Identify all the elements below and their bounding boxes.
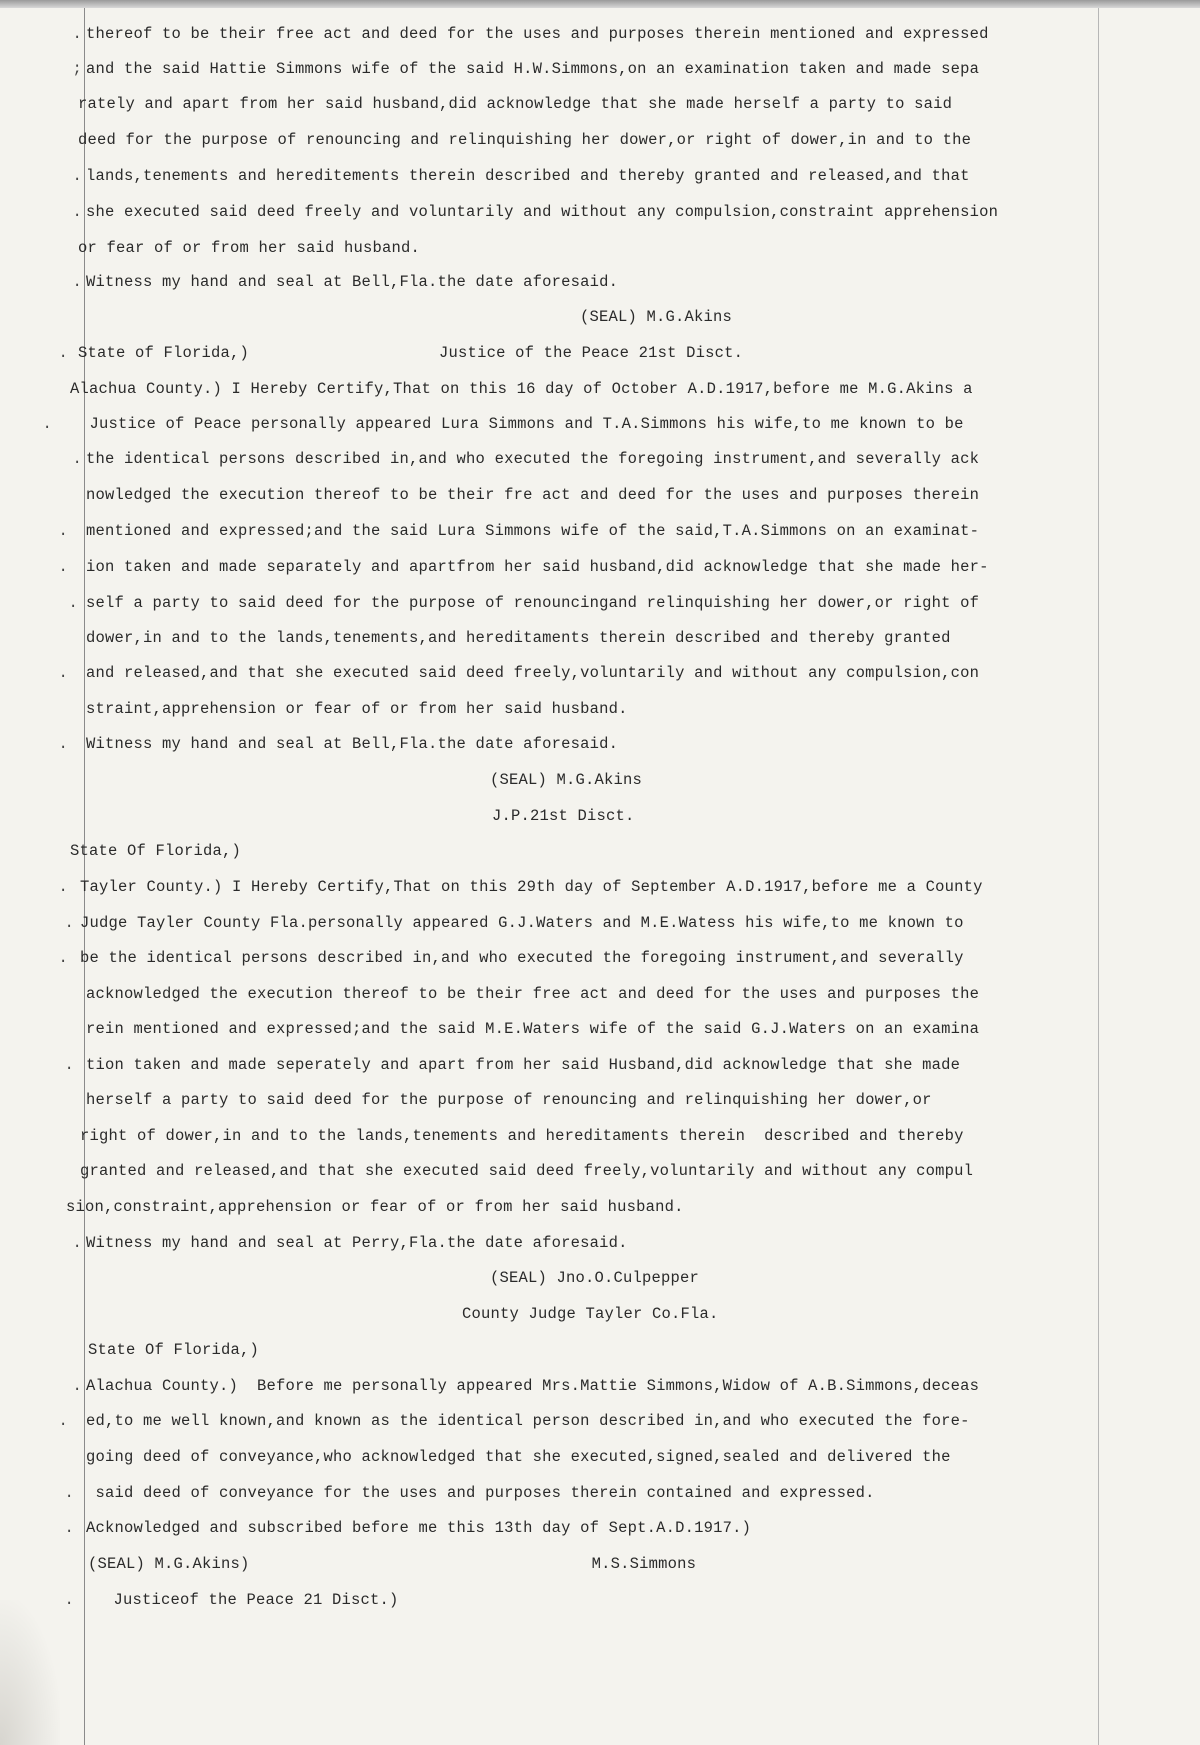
seal-signature: (SEAL) M.G.Akins	[490, 771, 643, 789]
text-line: . Acknowledged and subscribed before me this 13th day of Sept.A.D.1917.)	[64, 1519, 752, 1537]
text-line: State Of Florida,)	[88, 1341, 260, 1359]
text-line: . said deed of conveyance for the uses and purposes therein contained and expressed.	[64, 1484, 875, 1502]
text-line: deed for the purpose of renouncing and relinquishing her dower,or right of dower,in and to the	[78, 131, 972, 149]
text-line: . self a party to said deed for the purpose of renouncingand relinquishing her dower,or right of	[68, 594, 980, 612]
text-line: . lands,tenements and hereditements therein described and thereby granted and released,and that	[72, 167, 970, 185]
seal-signature: (SEAL) M.G.Akins	[580, 308, 733, 326]
text-line: . Witness my hand and seal at Bell,Fla.the date aforesaid.	[72, 273, 619, 291]
text-line: . the identical persons described in,and who executed the foregoing instrument,and severally ack	[72, 450, 980, 468]
text-line: State Of Florida,)	[70, 842, 242, 860]
text-line: or fear of or from her said husband.	[78, 239, 421, 257]
text-line: . Tayler County.) I Hereby Certify,That on this 29th day of September A.D.1917,before me a County	[58, 878, 983, 896]
page-curl-shadow	[0, 1600, 60, 1745]
text-line: sion,constraint,apprehension or fear of or from her said husband.	[66, 1198, 684, 1216]
text-line: . she executed said deed freely and voluntarily and without any compulsion,constraint apprehension	[72, 203, 999, 221]
text-line: rately and apart from her said husband,did acknowledge that she made herself a party to said	[78, 95, 953, 113]
text-line: . be the identical persons described in,and who executed the foregoing instrument,and severally	[58, 949, 964, 967]
text-line: acknowledged the execution thereof to be their free act and deed for the uses and purposes the	[86, 985, 980, 1003]
text-line: granted and released,and that she executed said deed freely,voluntarily and without any compul	[80, 1162, 974, 1180]
text-line: . Judge Tayler County Fla.personally appeared G.J.Waters and M.E.Watess his wife,to me known to	[64, 914, 964, 932]
text-line: Alachua County.) I Hereby Certify,That on this 16 day of October A.D.1917,before me M.G.Akins a	[70, 380, 973, 398]
seal-signature: (SEAL) Jno.O.Culpepper	[490, 1269, 700, 1287]
text-line: . ion taken and made separately and apartfrom her said husband,did acknowledge that she made her-	[58, 558, 989, 576]
text-line: . ed,to me well known,and known as the identical person described in,and who executed the fore-	[58, 1412, 970, 1430]
text-line: . tion taken and made seperately and apart from her said Husband,did acknowledge that she made	[64, 1056, 961, 1074]
text-line: . and released,and that she executed said deed freely,voluntarily and without any compulsion,con	[58, 664, 980, 682]
text-line: ; and the said Hattie Simmons wife of the said H.W.Simmons,on an examination taken and made sepa	[72, 60, 980, 78]
text-line: . thereof to be their free act and deed for the uses and purposes therein mentioned and expressed	[72, 25, 989, 43]
text-line: . Witness my hand and seal at Bell,Fla.the date aforesaid.	[58, 735, 619, 753]
text-line: . mentioned and expressed;and the said Lura Simmons wife of the said,T.A.Simmons on an examinat-	[58, 522, 980, 540]
text-line: . Witness my hand and seal at Perry,Fla.the date aforesaid.	[72, 1234, 628, 1252]
scan-top-edge	[0, 0, 1200, 8]
text-line: dower,in and to the lands,tenements,and hereditaments therein described and thereby granted	[86, 629, 951, 647]
text-line: . Justiceof the Peace 21 Disct.)	[64, 1591, 399, 1609]
text-line: right of dower,in and to the lands,tenements and hereditaments therein described and thereby	[80, 1127, 964, 1145]
text-line: rein mentioned and expressed;and the said M.E.Waters wife of the said G.J.Waters on an examina	[86, 1020, 980, 1038]
text-line: nowledged the execution thereof to be their fre act and deed for the uses and purposes therein	[86, 486, 980, 504]
text-line: going deed of conveyance,who acknowledged that she executed,signed,sealed and delivered the	[86, 1448, 951, 1466]
signature-title: County Judge Tayler Co.Fla.	[462, 1305, 719, 1323]
text-line: . Alachua County.) Before me personally appeared Mrs.Mattie Simmons,Widow of A.B.Simmons,deceas	[72, 1377, 980, 1395]
signature-block: (SEAL) M.G.Akins) M.S.Simmons	[88, 1555, 697, 1573]
text-line: herself a party to said deed for the purpose of renouncing and relinquishing her dower,or	[86, 1091, 932, 1109]
text-line: . Justice of Peace personally appeared Lura Simmons and T.A.Simmons his wife,to me known to be	[42, 415, 964, 433]
text-line: straint,apprehension or fear of or from her said husband.	[86, 700, 628, 718]
signature-title: J.P.21st Disct.	[492, 807, 635, 825]
text-line: . State of Florida,) Justice of the Peace 21st Disct.	[58, 344, 744, 362]
